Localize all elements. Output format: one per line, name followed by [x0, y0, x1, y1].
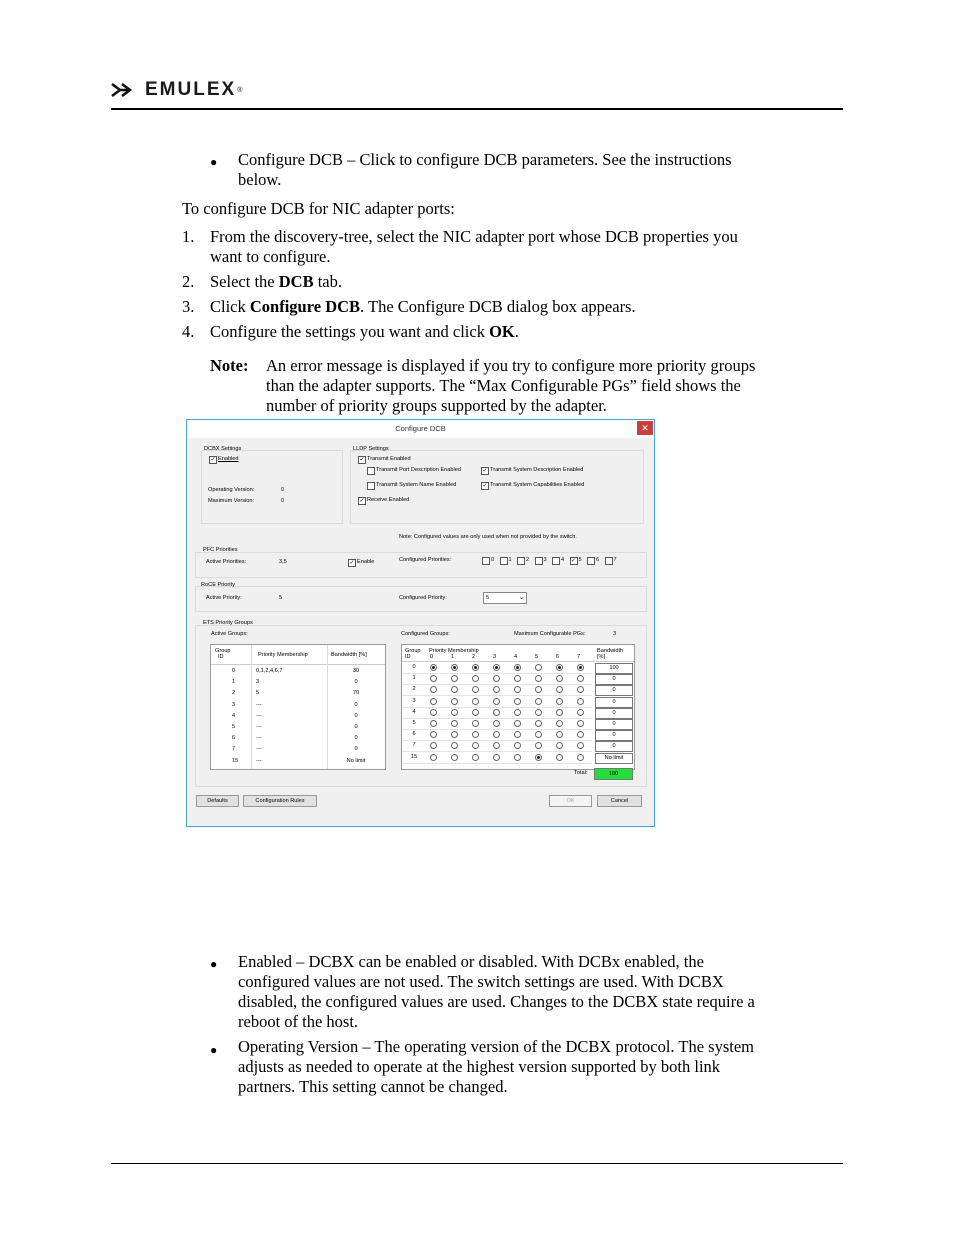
priority-radio[interactable]	[472, 664, 479, 671]
pfc-priority-label: 1	[508, 557, 512, 563]
pfc-priority-checkbox[interactable]	[517, 557, 525, 565]
step-number: 4.	[182, 322, 195, 341]
priority-radio[interactable]	[451, 731, 458, 738]
priority-radio[interactable]	[430, 742, 437, 749]
dcbx-enabled-label: Enabled	[218, 456, 239, 462]
step-line: want to configure.	[210, 247, 331, 266]
active-row-id: 0	[232, 668, 236, 674]
config-row-bandwidth-input[interactable]: 0	[595, 708, 633, 719]
priority-col-header: 6	[556, 654, 560, 660]
note-line: An error message is displayed if you try to configure more priority groups	[266, 356, 756, 375]
priority-radio[interactable]	[556, 698, 563, 705]
step-text: Click Configure DCB. The Configure DCB dialog box appears.	[210, 297, 636, 316]
priority-radio[interactable]	[430, 731, 437, 738]
col-header-id: ID	[405, 654, 411, 660]
active-row-members: ---	[256, 746, 262, 753]
bullet-line: disabled, the configured values are used. Changes to the DCBX state require a	[238, 992, 755, 1011]
pfc-enable-label: Enable	[357, 559, 375, 565]
row-divider	[402, 684, 592, 685]
priority-radio[interactable]	[577, 698, 584, 705]
priority-radio[interactable]	[451, 742, 458, 749]
enabled-bullet	[238, 952, 838, 1032]
header-divider	[402, 661, 634, 662]
bullet-marker: ●	[210, 957, 218, 971]
config-row-bandwidth-input[interactable]: 100	[595, 663, 633, 674]
priority-radio[interactable]	[577, 664, 584, 671]
priority-col-header: 3	[493, 654, 497, 660]
port-desc-label: Transmit Port Description Enabled	[376, 467, 461, 473]
config-row-id: 2	[412, 686, 416, 693]
active-row-members: 5	[256, 690, 260, 697]
roce-priority-select[interactable]	[483, 592, 527, 604]
col-header-id: ID	[218, 654, 224, 660]
priority-radio[interactable]	[472, 754, 479, 761]
row-divider	[402, 695, 592, 696]
priority-radio[interactable]	[514, 731, 521, 738]
priority-radio[interactable]	[514, 742, 521, 749]
priority-radio[interactable]	[472, 698, 479, 705]
roce-active-label: Active Priority:	[206, 595, 242, 601]
priority-radio[interactable]	[451, 664, 458, 671]
pfc-priority-label: 5	[578, 557, 582, 563]
priority-radio[interactable]	[430, 720, 437, 727]
priority-radio[interactable]	[535, 731, 542, 738]
config-row-bandwidth-input[interactable]: No limit	[595, 753, 633, 764]
col-header-bandwidth: Bandwidth	[597, 648, 624, 654]
row-divider	[402, 673, 592, 674]
config-row-bandwidth-input[interactable]: 0	[595, 685, 633, 696]
pfc-priority-checkbox[interactable]	[587, 557, 595, 565]
config-row-bandwidth-input[interactable]: 0	[595, 719, 633, 730]
step-text	[210, 227, 830, 267]
priority-radio[interactable]	[472, 675, 479, 682]
priority-radio[interactable]	[556, 731, 563, 738]
row-divider	[402, 751, 592, 752]
max-version-value: 0	[281, 498, 285, 504]
priority-radio[interactable]	[577, 709, 584, 716]
priority-radio[interactable]	[577, 686, 584, 693]
configuration-rules-button[interactable]: Configuration Rules	[243, 795, 317, 807]
step-number: 2.	[182, 272, 195, 291]
active-row-members: ---	[256, 724, 262, 730]
pfc-priority-checkbox[interactable]	[605, 557, 613, 565]
pfc-active-label: Active Priorities:	[206, 559, 247, 565]
emulex-mark-icon	[111, 82, 141, 98]
active-groups-table	[210, 644, 386, 770]
active-row-bandwidth: 0	[354, 701, 358, 708]
priority-radio[interactable]	[451, 720, 458, 727]
note-label: Note:	[210, 356, 249, 375]
priority-radio[interactable]	[535, 742, 542, 749]
pfc-priority-checkbox[interactable]	[500, 557, 508, 565]
sys-desc-checkbox[interactable]: ✓	[482, 468, 488, 474]
total-value: 100	[594, 768, 633, 780]
max-version-label: Maximum Version:	[208, 498, 255, 504]
cancel-button[interactable]: Cancel	[597, 795, 642, 807]
intro-bullet	[238, 150, 838, 190]
priority-col-header: 1	[451, 654, 455, 660]
operating-version-bullet	[238, 1037, 838, 1097]
active-groups-label: Active Groups:	[211, 631, 248, 637]
config-row-id: 4	[412, 708, 416, 715]
priority-radio[interactable]	[535, 698, 542, 705]
priority-radio[interactable]	[577, 720, 584, 727]
active-row-bandwidth: 70	[352, 690, 360, 697]
priority-radio[interactable]	[535, 664, 542, 671]
priority-radio[interactable]	[514, 709, 521, 716]
emulex-logo	[111, 80, 242, 100]
dcbx-settings-label: DCBX Settings	[204, 446, 242, 452]
bullet-line: partners. This setting cannot be changed.	[238, 1077, 508, 1096]
priority-radio[interactable]	[577, 675, 584, 682]
active-row-id: 5	[232, 724, 236, 730]
bullet-line: adjusts as needed to operate at the highest version supported by both link	[238, 1057, 721, 1076]
active-row-bandwidth: 0	[354, 724, 358, 730]
op-version-label: Operating Version:	[208, 487, 255, 493]
priority-radio[interactable]	[514, 754, 521, 761]
active-row-members: ---	[256, 735, 262, 742]
pfc-priority-checkbox[interactable]	[552, 557, 560, 565]
col-header-group: Group	[405, 648, 421, 654]
bullet-line: configured values are not used. The switch settings are used. With DCBX	[238, 972, 724, 991]
priority-radio[interactable]	[556, 720, 563, 727]
priority-radio[interactable]	[472, 709, 479, 716]
lldp-settings-label: LLDP Settings	[353, 446, 389, 452]
active-row-id: 7	[232, 746, 236, 753]
total-label: Total:	[574, 770, 588, 776]
priority-radio[interactable]	[556, 675, 563, 682]
priority-radio[interactable]	[514, 720, 521, 727]
config-row-bandwidth-input[interactable]: 0	[595, 741, 633, 752]
active-row-id: 15	[232, 757, 239, 764]
priority-radio[interactable]	[493, 731, 500, 738]
pfc-priority-label: 3	[543, 557, 547, 563]
bullet-marker: ●	[210, 155, 218, 169]
pfc-active-value: 3,5	[279, 559, 287, 565]
priority-radio[interactable]	[493, 686, 500, 693]
col-header-group: Group	[215, 648, 231, 654]
transmit-enabled-checkbox[interactable]: ✓	[359, 457, 365, 463]
active-row-bandwidth: 30	[352, 668, 360, 674]
logo-text: EMULEX	[145, 79, 237, 100]
active-row-bandwidth: 0	[354, 679, 358, 686]
config-row-id: 6	[412, 731, 416, 738]
priority-col-header: 4	[514, 654, 518, 660]
bullet-line: Operating Version – The operating version of the DCBX protocol. The system	[238, 1037, 754, 1056]
pfc-priority-label: 6	[596, 557, 600, 563]
active-row-bandwidth: No limit	[346, 757, 366, 764]
priority-radio[interactable]	[514, 664, 521, 671]
dcbx-enabled-checkbox[interactable]: ✓	[210, 457, 216, 463]
active-row-bandwidth: 0	[354, 712, 358, 719]
config-row-bandwidth-input[interactable]: 0	[595, 674, 633, 685]
pfc-priorities-label: PFC Priorities	[203, 547, 238, 553]
step-number: 1.	[182, 227, 195, 246]
col-header-bandwidth: Bandwidth [%]	[331, 652, 367, 658]
col-header-membership: Priority Membership	[258, 652, 308, 658]
step-line: From the discovery-tree, select the NIC adapter port whose DCB properties you	[210, 227, 738, 246]
priority-radio[interactable]	[556, 664, 563, 671]
intro-bullet-line: Configure DCB – Click to configure DCB parameters. See the instructions	[238, 150, 732, 169]
active-row-members: ---	[256, 712, 262, 719]
active-row-bandwidth: 0	[354, 746, 358, 753]
priority-radio[interactable]	[535, 686, 542, 693]
priority-radio[interactable]	[472, 720, 479, 727]
priority-radio[interactable]	[493, 742, 500, 749]
logo-trademark: ®	[237, 86, 243, 94]
configured-groups-table	[401, 644, 635, 770]
priority-radio[interactable]	[430, 664, 437, 671]
ets-label: ETS Priority Groups	[203, 620, 253, 626]
transmit-enabled-label: Transmit Enabled	[367, 456, 411, 462]
priority-radio[interactable]	[493, 754, 500, 761]
priority-radio[interactable]	[472, 742, 479, 749]
priority-radio[interactable]	[556, 686, 563, 693]
footer-rule	[111, 1163, 843, 1164]
col-header-membership: Priority Membership	[429, 648, 479, 654]
roce-priority-label: RoCE Priority	[201, 582, 235, 588]
op-version-value: 0	[281, 487, 285, 493]
priority-radio[interactable]	[577, 742, 584, 749]
close-icon[interactable]: ✕	[637, 421, 653, 435]
active-row-members: 3	[256, 679, 260, 686]
active-row-id: 2	[232, 690, 236, 697]
active-row-bandwidth: 0	[354, 735, 358, 742]
priority-radio[interactable]	[493, 698, 500, 705]
pfc-priority-checkbox[interactable]	[482, 557, 490, 565]
active-row-members: ---	[256, 701, 262, 708]
roce-configured-label: Configured Priority:	[399, 595, 447, 601]
max-pgs-label: Maximum Configurable PGs:	[514, 631, 586, 637]
priority-radio[interactable]	[514, 698, 521, 705]
config-row-id: 7	[412, 742, 416, 749]
active-row-id: 1	[232, 679, 236, 686]
config-row-id: 3	[412, 697, 416, 704]
note-text	[266, 356, 846, 416]
priority-radio[interactable]	[493, 675, 500, 682]
active-row-id: 6	[232, 735, 236, 742]
config-row-bandwidth-input[interactable]: 0	[595, 730, 633, 741]
active-row-members: 0,1,2,4,6,7	[256, 668, 283, 674]
sys-cap-checkbox[interactable]: ✓	[482, 483, 488, 489]
row-divider	[402, 718, 592, 719]
sys-name-label: Transmit System Name Enabled	[376, 482, 457, 488]
priority-radio[interactable]	[451, 754, 458, 761]
receive-enabled-checkbox[interactable]: ✓	[359, 498, 365, 504]
sys-name-checkbox[interactable]	[367, 482, 375, 490]
priority-radio[interactable]	[535, 754, 542, 761]
row-divider	[402, 707, 592, 708]
chevron-down-icon: ⌄	[518, 595, 524, 601]
priority-radio[interactable]	[430, 686, 437, 693]
active-row-members: ---	[256, 757, 262, 764]
priority-radio[interactable]	[535, 675, 542, 682]
priority-radio[interactable]	[556, 742, 563, 749]
priority-radio[interactable]	[430, 709, 437, 716]
pfc-priority-label: 0	[491, 557, 495, 563]
bullet-line: Enabled – DCBX can be enabled or disabled. With DCBx enabled, the	[238, 952, 704, 971]
defaults-button[interactable]: Defaults	[196, 795, 239, 807]
note-line: number of priority groups supported by the adapter.	[266, 396, 607, 415]
priority-radio[interactable]	[493, 720, 500, 727]
row-divider	[402, 763, 592, 764]
pfc-priority-label: 4	[561, 557, 565, 563]
pfc-priority-checkbox[interactable]	[535, 557, 543, 565]
priority-col-header: 5	[535, 654, 539, 660]
priority-col-header: 2	[472, 654, 476, 660]
active-row-id: 3	[232, 701, 236, 708]
priority-radio[interactable]	[535, 720, 542, 727]
bullet-line: reboot of the host.	[238, 1012, 359, 1031]
note-line: than the adapter supports. The “Max Configurable PGs” field shows the	[266, 376, 741, 395]
procedure-intro: To configure DCB for NIC adapter ports:	[182, 199, 455, 218]
priority-radio[interactable]	[430, 698, 437, 705]
priority-radio[interactable]	[514, 686, 521, 693]
roce-priority-selected: 5	[486, 595, 490, 601]
config-row-id: 1	[412, 675, 416, 682]
config-row-id: 5	[412, 720, 416, 726]
priority-radio[interactable]	[493, 709, 500, 716]
priority-radio[interactable]	[451, 709, 458, 716]
max-pgs-value: 3	[613, 631, 617, 637]
priority-radio[interactable]	[535, 709, 542, 716]
priority-radio[interactable]	[556, 754, 563, 761]
step-text: Configure the settings you want and click OK.	[210, 322, 519, 341]
priority-radio[interactable]	[472, 686, 479, 693]
configured-groups-label: Configured Groups:	[401, 631, 450, 637]
priority-radio[interactable]	[472, 731, 479, 738]
col-header-pct: [%]	[597, 654, 606, 660]
priority-radio[interactable]	[556, 709, 563, 716]
active-row-id: 4	[232, 712, 236, 719]
receive-enabled-label: Receive Enabled	[367, 497, 410, 503]
config-row-id: 15	[410, 753, 418, 760]
step-number: 3.	[182, 297, 195, 316]
configure-dcb-dialog	[186, 419, 655, 827]
roce-active-value: 5	[279, 595, 283, 601]
ok-button[interactable]: OK	[549, 795, 592, 807]
priority-radio[interactable]	[514, 675, 521, 682]
config-row-bandwidth-input[interactable]: 0	[595, 697, 633, 708]
config-row-id: 0	[412, 664, 416, 670]
priority-radio[interactable]	[451, 686, 458, 693]
priority-col-header: 0	[430, 654, 434, 660]
pfc-priority-label: 2	[526, 557, 530, 563]
port-desc-checkbox[interactable]	[367, 467, 375, 475]
priority-radio[interactable]	[493, 664, 500, 671]
dialog-title: Configure DCB	[187, 420, 654, 438]
row-divider	[402, 740, 592, 741]
priority-radio[interactable]	[451, 698, 458, 705]
step-text: Select the DCB tab.	[210, 272, 342, 291]
priority-radio[interactable]	[577, 731, 584, 738]
bullet-marker: ●	[210, 1043, 218, 1057]
priority-col-header: 7	[577, 654, 581, 660]
sys-cap-label: Transmit System Capabilities Enabled	[490, 482, 585, 488]
priority-radio[interactable]	[430, 754, 437, 761]
header-rule	[111, 108, 843, 110]
row-divider	[402, 729, 592, 730]
pfc-priorities-group	[195, 552, 647, 578]
intro-bullet-line: below.	[238, 170, 282, 189]
priority-radio[interactable]	[577, 754, 584, 761]
pfc-priority-checkbox[interactable]: ✓	[570, 558, 577, 564]
pfc-priority-label: 7	[613, 557, 617, 563]
sys-desc-label: Transmit System Description Enabled	[490, 467, 584, 473]
pfc-configured-label: Configured Priorities:	[399, 557, 452, 563]
pfc-enable-checkbox[interactable]: ✓	[349, 560, 355, 566]
priority-radio[interactable]	[451, 675, 458, 682]
priority-radio[interactable]	[430, 675, 437, 682]
dialog-note: Note: Configured values are only used when not provided by the switch.	[399, 534, 577, 540]
